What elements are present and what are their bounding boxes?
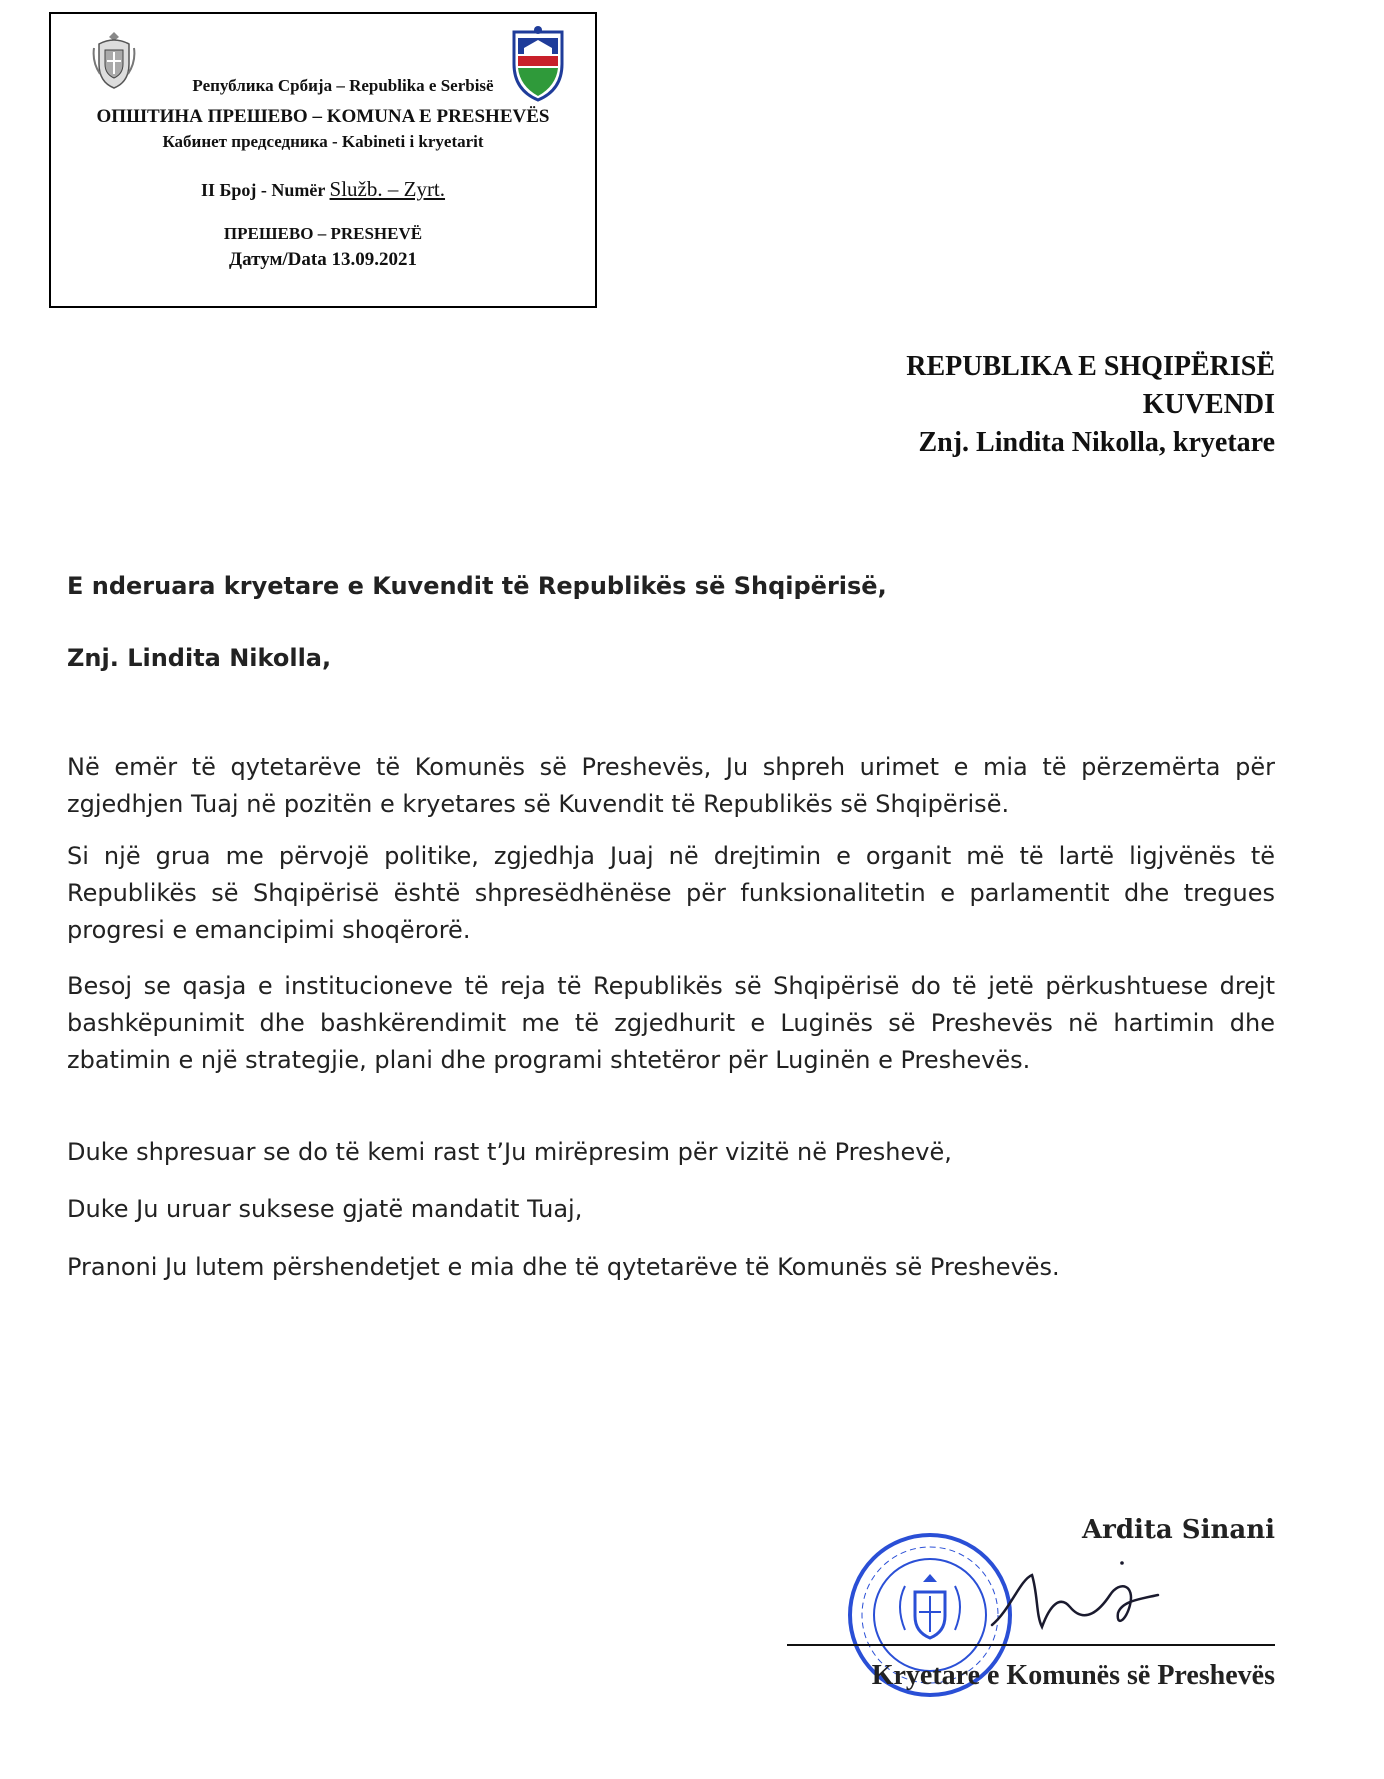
handwritten-signature	[990, 1555, 1160, 1645]
recipient-line-1: REPUBLIKA E SHQIPËRISË	[906, 351, 1275, 382]
cabinet-line: Кабинет председника - Kabineti i kryetarit	[162, 132, 484, 151]
paragraph-3: Besoj se qasja e institucioneve të reja të Republikës së Shqipërisë do të jetë përkushtuese drejt bashkëpunimit dhe bashkërendimit me të zgjedhurit e Luginës së Preshevës në hartimin dhe zbatimin e një strategjie, plani dhe programi shtetëror për Luginën e Preshevës.	[67, 972, 1275, 1074]
paragraph-4: Duke shpresuar se do të kemi rast t’Ju mirëpresim për vizitë në Preshevë,	[67, 1138, 952, 1166]
paragraph-6: Pranoni Ju lutem përshendetjet e mia dhe të qytetarëve të Komunës së Preshevës.	[67, 1253, 1060, 1281]
signer-title: Kryetare e Komunës së Preshevës	[871, 1660, 1275, 1691]
place-line: ПРЕШЕВО – PRESHEVË	[223, 224, 423, 243]
recipient-line-2: KUVENDI	[1142, 389, 1275, 420]
signer-name: Ardita Sinani	[1081, 1515, 1275, 1545]
letterhead-box	[49, 12, 597, 308]
salutation-line-1: E nderuara kryetare e Kuvendit të Republikës së Shqipërisë,	[67, 572, 887, 600]
recipient-block	[906, 348, 1275, 462]
signature-line	[787, 1644, 1275, 1646]
municipality-line: ОПШТИНА ПРЕШЕВО – KOMUNA E PRESHEVËS	[96, 106, 550, 127]
republic-line: Република Србија – Republika e Serbisë	[192, 76, 494, 95]
paragraph-2: Si një grua me përvojë politike, zgjedhja Juaj në drejtimin e organit më të lartë ligjvënës të Republikës së Shqipërisë është shpresëdhënëse për funksionalitetin e parlamentit dhe tregues progresi e emancipimi shoqërorë.	[67, 842, 1275, 944]
reference-number-line	[51, 177, 595, 202]
number-value: Služb. – Zyrt.	[329, 177, 446, 201]
number-label: II Број - Numër	[200, 180, 326, 200]
salutation-line-2: Znj. Lindita Nikolla,	[67, 644, 332, 672]
date-line: Датум/Data 13.09.2021	[229, 249, 417, 270]
paragraph-5: Duke Ju uruar suksese gjatë mandatit Tuaj,	[67, 1195, 583, 1223]
paragraph-1: Në emër të qytetarëve të Komunës së Preshevës, Ju shpreh urimet e mia të përzemërta për zgjedhjen Tuaj në pozitën e kryetares së Kuvendit të Republikës së Shqipërisë.	[67, 753, 1275, 818]
recipient-line-3: Znj. Lindita Nikolla, kryetare	[918, 427, 1275, 458]
